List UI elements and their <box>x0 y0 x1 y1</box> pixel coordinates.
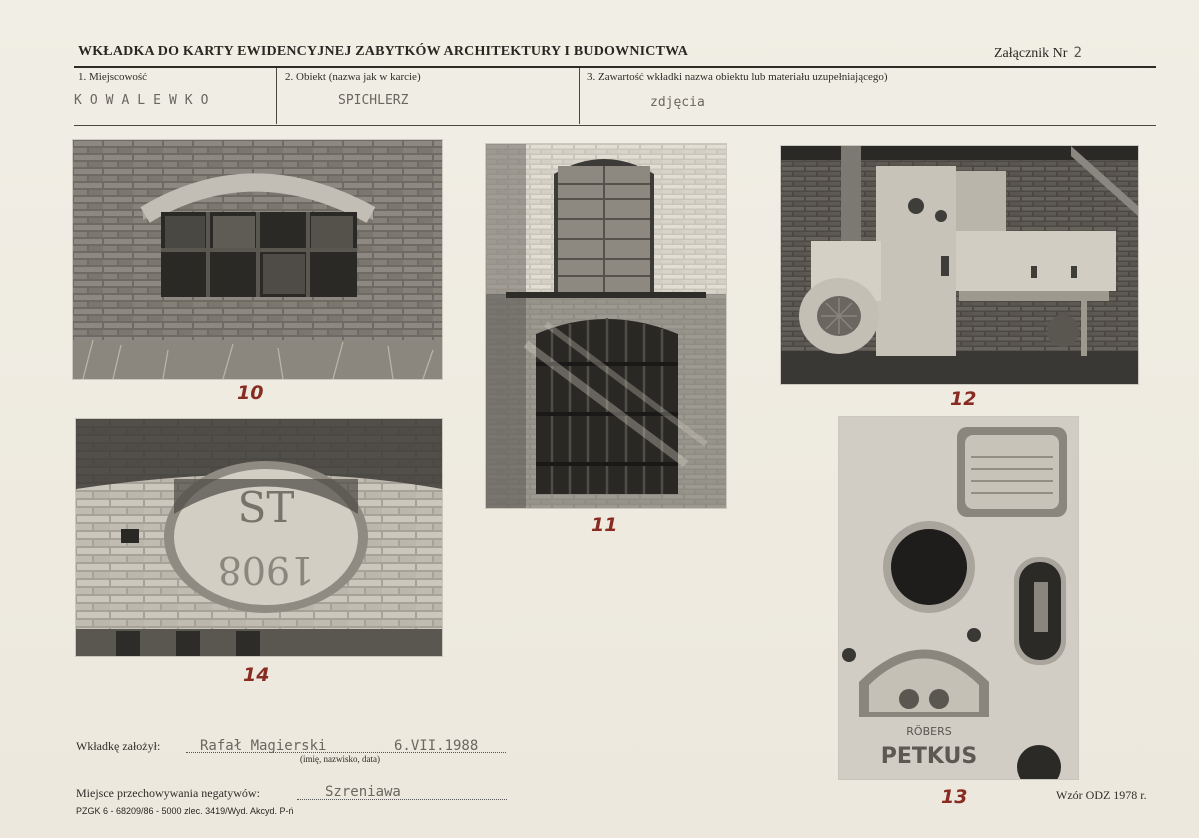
fields-bottom-rule <box>74 125 1156 126</box>
annex-number: 2 <box>1073 45 1082 61</box>
photo-12-number: 12 <box>950 388 977 410</box>
contents-value: zdjęcia <box>650 95 705 110</box>
photo-14-date-stone <box>76 419 442 656</box>
header-rule <box>74 66 1156 68</box>
object-value: SPICHLERZ <box>338 93 409 108</box>
locality-label: 1. Miejscowość <box>78 71 148 83</box>
photo-12-machine <box>781 146 1138 384</box>
contents-label: 3. Zawartość wkładki nazwa obiektu lub materiału uzupełniającego) <box>587 71 888 83</box>
field-divider-1 <box>276 68 277 124</box>
print-info: PZGK 6 - 68209/86 - 5000 zlec. 3419/Wyd. Akcyd. P-ń <box>76 806 294 816</box>
petkus-text: PETKUS <box>880 744 978 769</box>
field-divider-2 <box>579 68 580 124</box>
stone-letters: ST <box>237 483 295 532</box>
photo-10-number: 10 <box>237 382 264 404</box>
storage-value: Szreniawa <box>325 784 401 800</box>
photo-10-window <box>73 140 442 379</box>
founder-hint: (imię, nazwisko, data) <box>300 754 380 764</box>
founder-label: Wkładkę założył: <box>76 739 161 753</box>
locality-value: KOWALEWKO <box>74 93 217 108</box>
photo-11-number: 11 <box>591 514 618 536</box>
founder-date: 6.VII.1988 <box>394 738 479 754</box>
photo-14-number: 14 <box>243 664 270 686</box>
storage-label: Miejsce przechowywania negatywów: <box>76 786 260 800</box>
founder-value: Rafał Magierski <box>200 738 327 754</box>
object-label: 2. Obiekt (nazwa jak w karcie) <box>285 71 421 83</box>
form-title: WKŁADKA DO KARTY EWIDENCYJNEJ ZABYTKÓW ARCHITEKTURY I BUDOWNICTWA <box>78 44 689 59</box>
stone-year: 1908 <box>217 548 315 592</box>
photo-13-machine-panel <box>839 417 1078 779</box>
annex-label <box>994 45 1082 62</box>
annex-label-text: Załącznik Nr <box>994 46 1068 61</box>
robers-text: RÖBERS <box>906 725 952 738</box>
template-label: Wzór ODZ 1978 r. <box>1056 788 1147 802</box>
photo-13-number: 13 <box>941 786 968 808</box>
photo-11-doors <box>486 144 726 508</box>
